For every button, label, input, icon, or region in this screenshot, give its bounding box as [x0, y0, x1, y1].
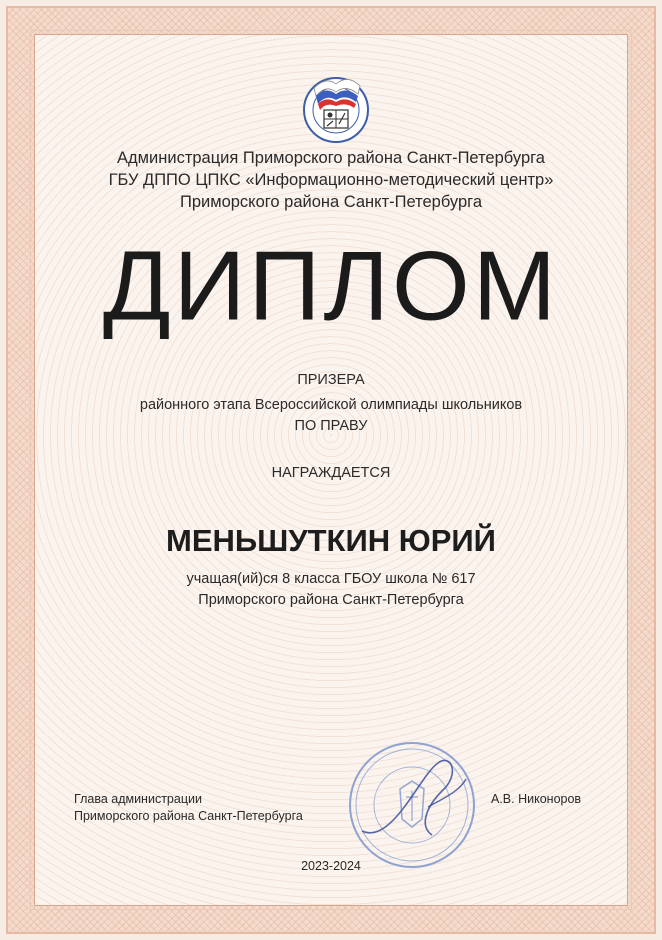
- recipient-school: учащая(ий)ся 8 класса ГБОУ школа № 617: [186, 571, 476, 587]
- recipient-name: МЕНЬШУТКИН ЮРИЙ: [166, 523, 496, 558]
- awarded-label: НАГРАЖДАЕТСЯ: [271, 465, 391, 481]
- signer-position-line-2: Приморского района Санкт-Петербурга: [74, 809, 303, 823]
- award-line-2: районного этапа Всероссийской олимпиады школьников: [139, 397, 523, 413]
- header-line-2: ГБУ ДППО ЦПКС «Информационно-методический центр»: [108, 171, 554, 189]
- academic-year: 2023-2024: [301, 859, 361, 873]
- recipient-district: Приморского района Санкт-Петербурга: [198, 592, 464, 608]
- signer-position-line-1: Глава администрации: [74, 792, 202, 806]
- header-line-3: Приморского района Санкт-Петербурга: [179, 193, 483, 211]
- olympiad-emblem-icon: [300, 66, 372, 146]
- award-line-3: ПО ПРАВУ: [294, 418, 368, 434]
- page-title: ДИПЛОМ: [102, 231, 560, 341]
- signer-name: А.В. Никоноров: [491, 792, 582, 806]
- official-stamp-icon: [342, 735, 482, 875]
- header-line-1: Администрация Приморского района Санкт-Петербурга: [117, 149, 545, 167]
- award-line-1: ПРИЗЕРА: [297, 372, 365, 388]
